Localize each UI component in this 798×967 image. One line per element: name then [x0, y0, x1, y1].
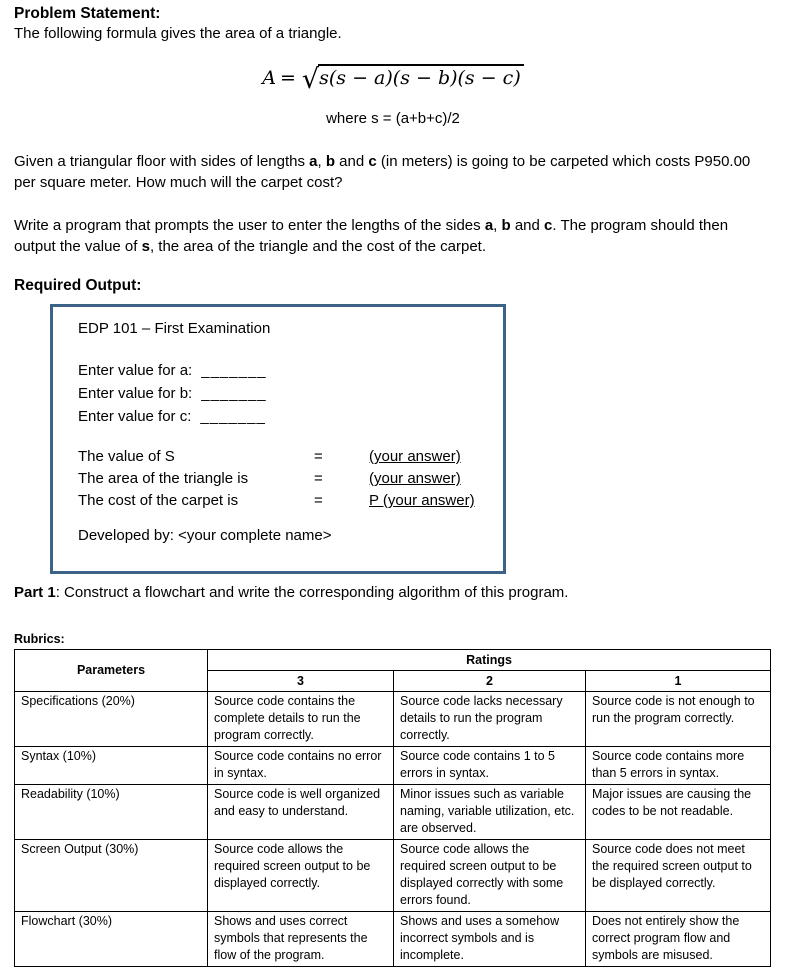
table-row-syntax [15, 747, 771, 785]
text-segment: and [510, 217, 545, 234]
problem-paragraph-1 [14, 151, 772, 193]
input-line-b [78, 382, 503, 405]
input-blank-a: _______ [201, 362, 267, 379]
rubric-cell: Source code lacks necessary details to run the program correctly. [394, 692, 586, 747]
output-label-s: The value of S [78, 448, 175, 465]
rubric-cell: Source code allows the required screen output to be displayed correctly with some errors found. [394, 840, 586, 912]
output-answer-s: (your answer) [369, 448, 461, 465]
developed-by-line: Developed by: <your complete name> [78, 527, 332, 544]
text-segment: Given a triangular floor with sides of lengths [14, 153, 310, 170]
part1-text: : Construct a flowchart and write the corresponding algorithm of this program. [55, 584, 569, 601]
rubric-cell: Source code allows the required screen output to be displayed correctly. [208, 840, 394, 912]
formula-where-clause: where s = (a+b+c)/2 [326, 110, 460, 127]
row-parameter: Screen Output (30%) [15, 840, 208, 912]
rubric-cell: Source code is not enough to run the program correctly. [586, 692, 771, 747]
row-parameter: Specifications (20%) [15, 692, 208, 747]
text-segment: , the area of the triangle and the cost of the carpet. [149, 238, 487, 255]
table-row-screen-output [15, 840, 771, 912]
output-answer-cost: P (your answer) [369, 492, 475, 509]
rubric-cell: Shows and uses correct symbols that represents the flow of the program. [208, 912, 394, 967]
text-segment: c [368, 153, 377, 170]
input-blank-b: _______ [201, 385, 267, 402]
text-segment: , [317, 153, 326, 170]
rubric-cell: Does not entirely show the correct program flow and symbols are misused. [586, 912, 771, 967]
parameters-column-header: Parameters [15, 650, 208, 692]
rubric-cell: Source code does not meet the required screen output to be displayed correctly. [586, 840, 771, 912]
text-segment: and [335, 153, 369, 170]
input-line-a [78, 359, 503, 382]
input-prompt-lines [78, 359, 503, 428]
output-label-area: The area of the triangle is [78, 470, 249, 487]
sqrt-radical-sign: √ [301, 64, 320, 95]
equals-sign: = [314, 492, 323, 509]
rubric-cell: Source code contains more than 5 errors in syntax. [586, 747, 771, 785]
input-line-c [78, 405, 503, 428]
output-line-s [78, 446, 503, 468]
rubric-cell: Major issues are causing the codes to be not readable. [586, 785, 771, 840]
table-row-readability [15, 785, 771, 840]
equals-sign: = [314, 470, 323, 487]
rubric-cell: Source code contains the complete details to run the program correctly. [208, 692, 394, 747]
row-parameter: Syntax (10%) [15, 747, 208, 785]
text-segment: Write a program that prompts the user to enter the lengths of the sides [14, 217, 485, 234]
part1-label: Part 1 [14, 584, 56, 601]
problem-paragraph-2 [14, 215, 772, 257]
part1-instruction [14, 583, 772, 603]
rubric-cell: Source code contains 1 to 5 errors in syntax. [394, 747, 586, 785]
text-segment: b [325, 153, 336, 170]
text-segment: , [493, 217, 502, 234]
text-segment: s [141, 238, 150, 255]
formula-equals: = [279, 67, 296, 89]
input-label-a: Enter value for a: [78, 362, 193, 379]
table-row-flowchart [15, 912, 771, 967]
problem-statement-heading: Problem Statement: [14, 5, 161, 22]
required-output-heading: Required Output: [14, 277, 142, 294]
rating-level-1-header: 1 [586, 671, 771, 692]
text-segment: c [544, 217, 553, 234]
input-label-b: Enter value for b: [78, 385, 193, 402]
rubric-cell: Shows and uses a somehow incorrect symbols and is incomplete. [394, 912, 586, 967]
text-segment: a [309, 153, 318, 170]
input-blank-c: _______ [200, 408, 266, 425]
table-row-specifications [15, 692, 771, 747]
area-formula [14, 60, 772, 96]
text-segment: a [484, 217, 494, 234]
output-result-lines [78, 446, 503, 512]
required-output-box [50, 304, 506, 574]
problem-intro-text: The following formula gives the area of a triangle. [14, 25, 342, 42]
formula-lhs: A [262, 67, 276, 89]
rubrics-table [14, 649, 771, 967]
output-line-area [78, 468, 503, 490]
output-line-cost [78, 490, 503, 512]
row-parameter: Readability (10%) [15, 785, 208, 840]
text-segment: . The program should then output the value of [14, 217, 729, 255]
rating-level-2-header: 2 [394, 671, 586, 692]
ratings-column-header: Ratings [208, 650, 771, 671]
exam-title: EDP 101 – First Examination [78, 320, 271, 337]
output-answer-area: (your answer) [369, 470, 461, 487]
rubric-cell: Source code contains no error in syntax. [208, 747, 394, 785]
rubrics-heading: Rubrics: [14, 632, 65, 646]
rubric-cell: Minor issues such as variable naming, variable utilization, etc. are observed. [394, 785, 586, 840]
text-segment: (in meters) is going to be carpeted which costs P950.00 per square meter. How much will the carpet cost? [14, 153, 751, 191]
equals-sign: = [314, 448, 323, 465]
formula-radicand: s(s − a)(s − b)(s − c) [318, 64, 524, 90]
rubric-cell: Source code is well organized and easy to understand. [208, 785, 394, 840]
rating-level-3-header: 3 [208, 671, 394, 692]
input-label-c: Enter value for c: [78, 408, 192, 425]
text-segment: b [501, 217, 511, 234]
output-label-cost: The cost of the carpet is [78, 492, 239, 509]
row-parameter: Flowchart (30%) [15, 912, 208, 967]
